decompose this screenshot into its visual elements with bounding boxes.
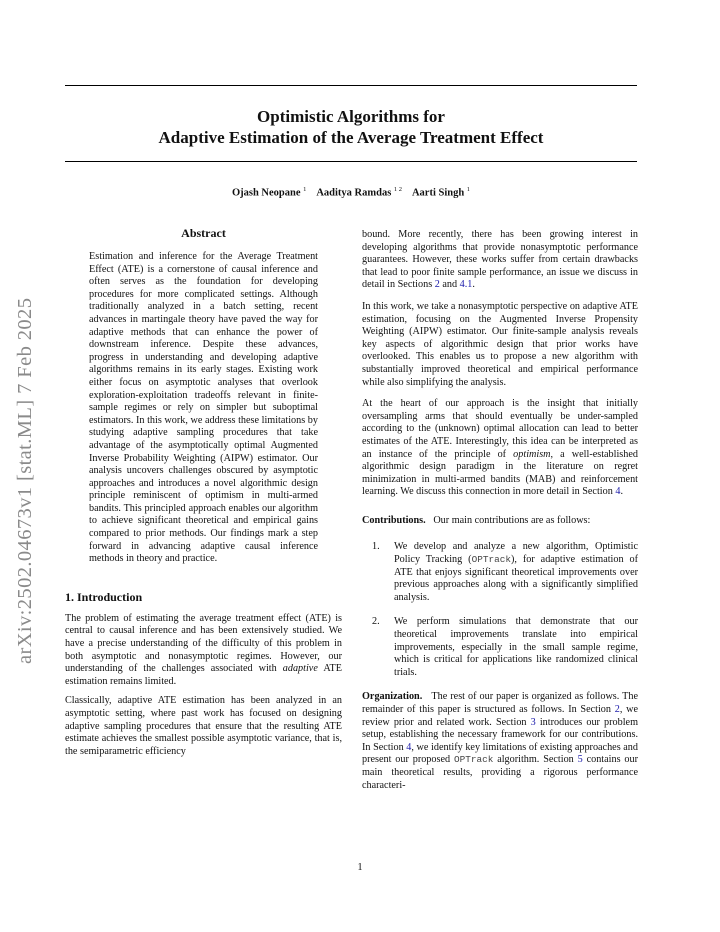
intro-paragraph-4: In this work, we take a nonasymptotic perspective on adaptive ATE estimation, focusing on the Augmented Inverse Propensity Weighting (AIPW) estimator. Our finite-sample analysis reveals key aspects of algorithmic design that prior works have overlooked. This enables us to propose a new algorithm with substantially improved theoretical and empirical performance while also simplifying the analysis. <box>362 300 638 388</box>
algorithm-name: OPTrack <box>453 754 494 766</box>
title-line-1: Optimistic Algorithms for <box>257 107 445 126</box>
section-link[interactable]: 4 <box>406 741 412 753</box>
contributions-paragraph: Contributions. Our main contributions are as follows: <box>362 514 591 526</box>
author-affiliation: 1 <box>466 186 471 193</box>
intro-paragraph-1: The problem of estimating the average treatment effect (ATE) is central to causal inference and has been extensively studied. We have a precise understanding of the difficulty of this problem in both asymptotic and nonasymptotic regimes. However, our understanding of the challenges associated with adaptive ATE estimation remains limited. <box>65 612 342 687</box>
author-affiliation: 1 <box>303 186 307 193</box>
section-link[interactable]: 3 <box>530 716 536 728</box>
section-link[interactable]: 4 <box>615 486 621 498</box>
title-top-rule <box>65 85 637 86</box>
contributions-list <box>362 541 638 679</box>
author-name: Aaditya Ramdas <box>316 187 392 199</box>
right-column <box>362 229 638 801</box>
section-link[interactable]: 2 <box>434 279 440 291</box>
author-list <box>65 186 637 199</box>
left-column <box>65 226 342 765</box>
author-affiliation: 1 2 <box>393 186 403 193</box>
author-name: Aarti Singh <box>411 187 465 199</box>
intro-paragraph-5: At the heart of our approach is the insight that initially oversampling arms that should eventually be under-sampled according to the (unknown) optimal allocation can lead to better estimates of the ATE. Interestingly, this idea can be interpreted as an instance of the principle of optimism, a well-established algorithmic design paradigm in the literature on regret minimization in multi-armed bandits (MAB) and reinforcement learning. We discuss this connection in more detail in Section 4. <box>362 398 638 498</box>
paper-title <box>65 106 637 148</box>
section-link[interactable]: 4.1 <box>459 279 473 291</box>
title-bottom-rule <box>65 161 637 162</box>
list-item: 2. We perform simulations that demonstrate that our theoretical improvements translate into empirical improvements, especially in the small sample regime, which is critical for applications like randomized clinical trials. <box>372 616 638 678</box>
intro-paragraph-2: Classically, adaptive ATE estimation has been analyzed in an asymptotic setting, where past work has focused on designing adaptive sampling procedures that ensure that the resulting ATE estimate achieves the smallest possible asymptotic variance, that is, the semiparametric efficiency <box>65 695 342 757</box>
abstract-text: Estimation and inference for the Average Treatment Effect (ATE) is a cornerstone of causal inference and often serves as the foundation for developing procedures for more complicated settings. Although traditionally analyzed in a batch setting, recent advances in martingale theory have paved the way for adaptive methods that can enhance the power of downstream inference. Despite these advances, progress in understanding and developing adaptive algorithms remains in its early stages. Existing work either focus on asymptotic analyses that overlook exploration-exploitation tradeoffs relevant in finite-sample regimes or rely on simpler but suboptimal estimators. In this work, we address these limitations by studying adaptive sampling procedures that take advantage of the asymptotically optimal Augmented Inverse Probability Weighting (AIPW) estimator. Our analysis uncovers challenges obscured by asymptotic approaches and introduces a novel algorithmic design principle reminiscent of optimism in multi-armed bandits. This principled approach enables our algorithm to achieve significant theoretical and empirical gains compared to prior methods. Our findings mark a step forward in advancing adaptive causal inference methods in theory and practice. <box>89 251 318 565</box>
intro-paragraph-3: bound. More recently, there has been growing interest in developing algorithms that provide nonasymptotic performance guarantees. However, these works suffer from certain drawbacks that lead to poor finite sample performance, an issue we discuss in detail in Sections 2 and 4.1. <box>362 229 638 291</box>
page-number: 1 <box>357 862 363 873</box>
algorithm-name: OPTrack <box>471 554 511 566</box>
section-link[interactable]: 5 <box>577 754 583 766</box>
author-name: Ojash Neopane <box>231 187 301 199</box>
list-item: 1. We develop and analyze a new algorithm, Optimistic Policy Tracking (OPTrack), for adaptive estimation of ATE that enjoys significant theoretical improvements over previous approaches along with a significantly simplified analysis. <box>372 541 638 603</box>
contributions-heading: Contributions. <box>362 514 426 526</box>
organization-heading: Organization. <box>362 691 423 703</box>
organization-paragraph: Organization. The rest of our paper is organized as follows. The remainder of this paper is structured as follows. In Section 2, we review prior and related work. Section 3 introduces our problem setup, establishing the necessary framework for our contributions. In Section 4, we identify key limitations of existing approaches and present our proposed OPTrack algorithm. Section 5 contains our main theoretical results, providing a rigorous performance characteri- <box>362 691 639 791</box>
abstract-heading: Abstract <box>181 226 226 240</box>
section-heading-introduction: 1. Introduction <box>65 589 143 604</box>
arxiv-identifier-stamp: arXiv:2502.04673v1 [stat.ML] 7 Feb 2025 <box>14 297 36 664</box>
section-link[interactable]: 2 <box>614 704 620 715</box>
title-line-2: Adaptive Estimation of the Average Treatment Effect <box>158 128 544 147</box>
